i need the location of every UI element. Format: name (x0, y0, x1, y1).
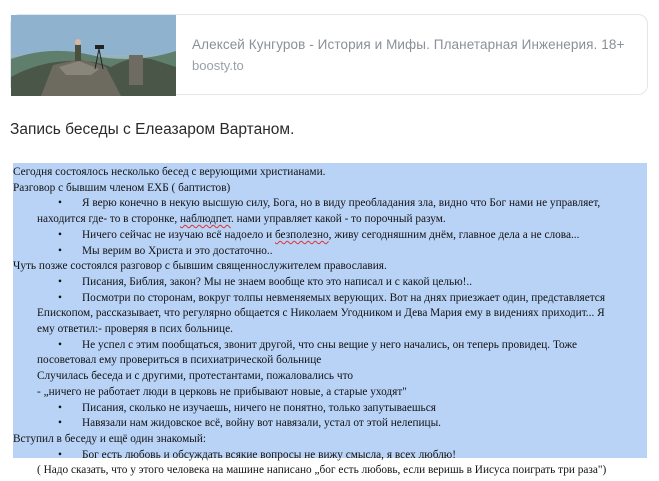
paragraph: Случилась беседа и с другими, протестантами, пожаловались что (37, 370, 354, 383)
post-heading: Запись беседы с Елеазаром Вартаном. (10, 121, 295, 138)
bullet-item: • Бог есть любовь и обсуждать всякие вопросы не вижу смысла, я всех люблю! (13, 448, 647, 464)
bullet-item: • Не успел с этим пообщаться, звонит другой, что сны вещие у него начались, он теперь провидец. Тоже (13, 338, 647, 354)
bullet-item: • Навязали нам жидовское всё, войну вот навязали, устал от этой нелепицы. (13, 416, 647, 432)
bullet-continuation: ему ответил:- проверяя в псих больнице. (37, 323, 233, 336)
bullet-continuation: посоветовал ему провериться в психиатрической больнице (37, 354, 322, 367)
bullet-item: • Писания, Библия, закон? Мы не знаем вообще кто это написал и с какой целью!.. (13, 275, 647, 291)
link-title[interactable]: Алексей Кунгуров - История и Мифы. Планетарная Инженерия. 18+ (192, 37, 625, 52)
bullet-item: • Ничего сейчас не изучаю всё надоело и безполезно, живу сегодняшним днём, главное дела а не слова... (13, 228, 647, 244)
preview-image (11, 15, 176, 94)
paragraph: - „ничего не работает люди в церковь не прибывают новые, а старые уходят" (37, 385, 407, 398)
bullet-item: • Посмотри по сторонам, вокруг толпы невменяемых верующих. Вот на днях приезжает один, представляется (13, 291, 647, 307)
paragraph: Вступил в беседу и ещё один знакомый: (13, 432, 207, 445)
paragraph: Сегодня состоялось несколько бесед с верующими христианами. (13, 166, 326, 178)
bullet-continuation: находится где- то в сторонке, наблюдпет. нами управляет какой - то порочный разум. (37, 213, 446, 226)
bullet-item: • Писания, сколько не изучаешь, ничего не понятно, только запутываешься (13, 401, 647, 417)
misspelled-word: безполезно (274, 228, 329, 241)
paragraph: ( Надо сказать, что у этого человека на машине написано „бог есть любовь, если веришь в Иисуса поиграть три раза") (37, 464, 607, 477)
bullet-continuation: Епископом, рассказывает, что регулярно общается с Николаем Угодником и Дева Мария ему в видениях приходит... Я (37, 307, 605, 320)
selected-text-block (13, 163, 647, 477)
link-preview-card[interactable] (10, 14, 648, 95)
bullet-item: • Я верю конечно в некую высшую силу, Бога, но в виду преобладания зла, видно что Бог нами не управляет, (13, 196, 647, 212)
bullet-item: • Мы верим во Христа и это достаточно.. (13, 244, 647, 260)
paragraph: Разговор с бывшим членом ЕХБ ( баптистов) (13, 181, 231, 194)
paragraph: Чуть позже состоялся разговор с бывшим священнослужителем православия. (13, 260, 387, 273)
link-domain: boosty.to (192, 58, 244, 73)
misspelled-word: наблюдпет (180, 213, 231, 226)
